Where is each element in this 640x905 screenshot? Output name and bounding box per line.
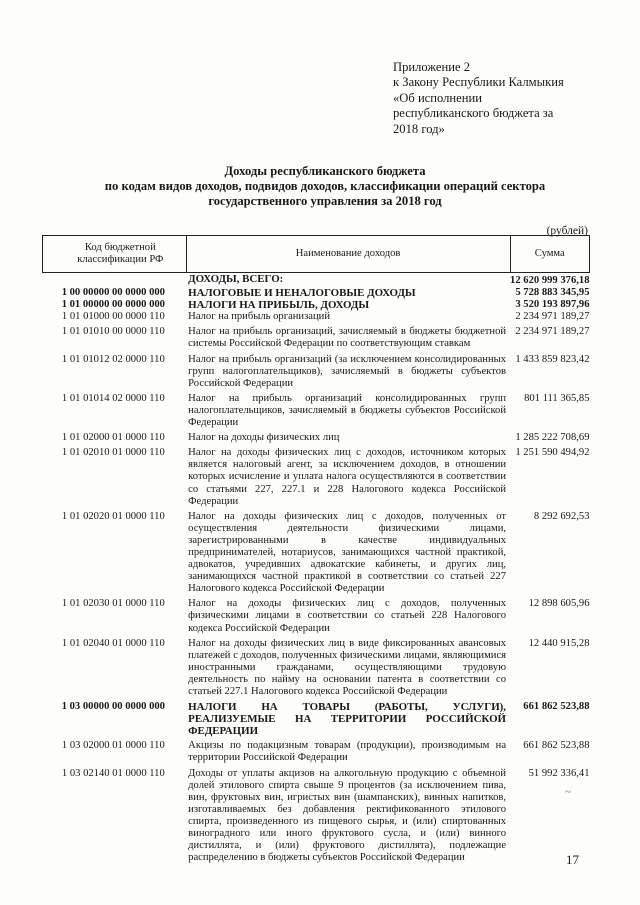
row-name: НАЛОГОВЫЕ И НЕНАЛОГОВЫЕ ДОХОДЫ bbox=[188, 287, 416, 300]
row-code: 1 01 01014 02 0000 110 bbox=[61, 392, 165, 404]
table-row bbox=[43, 511, 590, 599]
row-name: Налог на доходы физических лиц с доходов, источником которых является налоговый агент, за исключением доходов, в отношении которых исчисление и уплата налога осуществляются в соответствии со статьями 227, 227.1 и 228 Налогового кодекса Российской Федерации bbox=[188, 447, 507, 507]
row-name: НАЛОГИ НА ПРИБЫЛЬ, ДОХОДЫ bbox=[188, 299, 370, 312]
table-row bbox=[43, 299, 590, 311]
row-code: 1 01 02020 01 0000 110 bbox=[61, 510, 165, 522]
row-code bbox=[43, 273, 187, 288]
row-sum: 3 520 193 897,96 bbox=[515, 299, 590, 311]
row-name: Налог на доходы физических лиц с доходов, полученных физическими лицами в соответствии со статьей 228 Налогового кодекса Российской Федерации bbox=[188, 598, 507, 634]
appendix-line: Приложение 2 bbox=[393, 60, 471, 74]
title-line: по кодам видов доходов, подвидов доходов, классификации операций сектора bbox=[104, 179, 546, 193]
revenue-table bbox=[42, 235, 590, 867]
row-name: НАЛОГИ НА ТОВАРЫ (РАБОТЫ, УСЛУГИ), РЕАЛИЗУЕМЫЕ НА ТЕРРИТОРИИ РОССИЙСКОЙ ФЕДЕРАЦИИ bbox=[188, 701, 507, 738]
appendix-line: к Закону Республики Калмыкия bbox=[393, 75, 564, 90]
row-name: Налог на прибыль организаций, зачисляемый в бюджеты бюджетной системы Российской Федерации по соответствующим ставкам bbox=[188, 326, 507, 350]
row-sum: 1 251 590 494,92 bbox=[515, 447, 590, 459]
row-code: 1 01 02030 01 0000 110 bbox=[61, 598, 165, 610]
row-name: Доходы от уплаты акцизов на алкогольную продукцию с объемной долей этилового спирта свыше 9 процентов (за исключением пива, вин, фруктовых вин, игристых вин (шампанских), винных напитков, изготавливаемых без добавления ректификованного этилового спирта, произведенного из пищевого сырья, и (или) спиртованных виноградного или иного фруктового сусла, и (или) винного дистиллята, и (или) фруктового дистиллята), подлежащие распределению в бюджеты субъектов Российской Федерации bbox=[188, 767, 507, 864]
row-sum: 12 898 605,96 bbox=[528, 598, 590, 610]
row-code: 1 03 02000 01 0000 110 bbox=[61, 740, 165, 752]
appendix-note bbox=[393, 60, 603, 137]
table-row bbox=[43, 598, 590, 637]
row-name: Налог на доходы физических лиц с доходов, полученных от осуществления деятельности физическими лицами, зарегистрированными в качестве индивидуальных предпринимателей, нотариусов, занимающихся частной практикой, адвокатов, учредивших адвокатские кабинеты, и других лиц, занимающихся частной практикой в соответствии со статьей 227 Налогового кодекса Российской Федерации bbox=[188, 510, 507, 595]
row-sum: 1 285 222 708,69 bbox=[515, 432, 590, 444]
row-sum: 8 292 692,53 bbox=[533, 510, 590, 522]
row-code: 1 01 02040 01 0000 110 bbox=[61, 637, 165, 649]
table-header-row bbox=[43, 236, 590, 273]
row-code: 1 03 02140 01 0000 110 bbox=[61, 767, 165, 779]
row-name: Налог на прибыль организаций bbox=[188, 311, 330, 323]
row-sum: 5 728 883 345,95 bbox=[515, 287, 590, 299]
table-row bbox=[43, 447, 590, 510]
row-code: 1 01 01010 00 0000 110 bbox=[61, 326, 165, 338]
row-sum: 12 620 999 376,18 bbox=[510, 275, 590, 286]
row-code: 1 03 00000 00 0000 000 bbox=[61, 701, 165, 713]
header-sum: Сумма bbox=[510, 236, 589, 273]
row-sum: 12 440 915,28 bbox=[528, 637, 590, 649]
document-title bbox=[60, 164, 590, 209]
table-row bbox=[43, 273, 590, 288]
appendix-line: республиканского бюджета за bbox=[393, 106, 554, 121]
header-name: Наименование доходов bbox=[186, 236, 510, 273]
table-row bbox=[43, 638, 590, 701]
row-sum: 2 234 971 189,27 bbox=[515, 311, 590, 323]
table-row bbox=[43, 432, 590, 447]
table-row bbox=[43, 354, 590, 393]
row-sum: 661 862 523,88 bbox=[523, 701, 590, 713]
title-line: Доходы республиканского бюджета bbox=[224, 164, 426, 178]
row-sum: 661 862 523,88 bbox=[523, 740, 590, 752]
units-label: (рублей) bbox=[546, 225, 588, 237]
row-code: 1 01 00000 00 0000 000 bbox=[61, 299, 165, 311]
row-sum: 801 111 365,85 bbox=[524, 392, 590, 404]
appendix-line: «Об исполнении bbox=[393, 90, 482, 105]
table-row bbox=[43, 311, 590, 326]
header-code: Код бюджетной классификации РФ bbox=[43, 236, 187, 273]
row-sum: 1 433 859 823,42 bbox=[515, 353, 590, 365]
table-row bbox=[43, 393, 590, 432]
row-name: Налог на доходы физических лиц в виде фиксированных авансовых платежей с доходов, полученных физическими лицами, являющимися иностранными гражданами, осуществляющими трудовую деятельность по найму на основании патента в соответствии со статьей 227.1 Налогового кодекса Российской Федерации bbox=[188, 637, 507, 697]
row-name: Налог на прибыль организаций консолидированных групп налогоплательщиков, зачисляемый в бюджеты субъектов Российской Федерации bbox=[188, 392, 507, 429]
row-code: 1 01 01000 00 0000 110 bbox=[61, 311, 165, 323]
row-name: ДОХОДЫ, ВСЕГО: bbox=[188, 273, 284, 285]
row-code: 1 00 00000 00 0000 000 bbox=[61, 287, 165, 299]
row-name: Налог на доходы физических лиц bbox=[188, 432, 340, 444]
row-code: 1 01 02010 01 0000 110 bbox=[61, 447, 165, 459]
row-code: 1 01 02000 01 0000 110 bbox=[61, 432, 165, 444]
title-line: государственного управления за 2018 год bbox=[208, 194, 442, 208]
row-sum: 2 234 971 189,27 bbox=[515, 326, 590, 338]
table-row bbox=[43, 768, 590, 868]
table-row bbox=[43, 287, 590, 299]
margin-mark: ~ bbox=[565, 786, 571, 798]
row-name: Акцизы по подакцизным товарам (продукции), производимым на территории Российской Федерации bbox=[188, 740, 507, 764]
page-number: 17 bbox=[566, 852, 579, 867]
appendix-line: 2018 год» bbox=[393, 121, 445, 136]
row-name: Налог на прибыль организаций (за исключением консолидированных групп налогоплательщиков), зачисляемый в бюджеты субъектов Российской Федерации bbox=[188, 353, 507, 389]
table-row bbox=[43, 326, 590, 353]
row-sum: 51 992 336,41 bbox=[528, 767, 590, 779]
table-row bbox=[43, 701, 590, 740]
table-row bbox=[43, 740, 590, 767]
row-code: 1 01 01012 02 0000 110 bbox=[61, 353, 165, 365]
